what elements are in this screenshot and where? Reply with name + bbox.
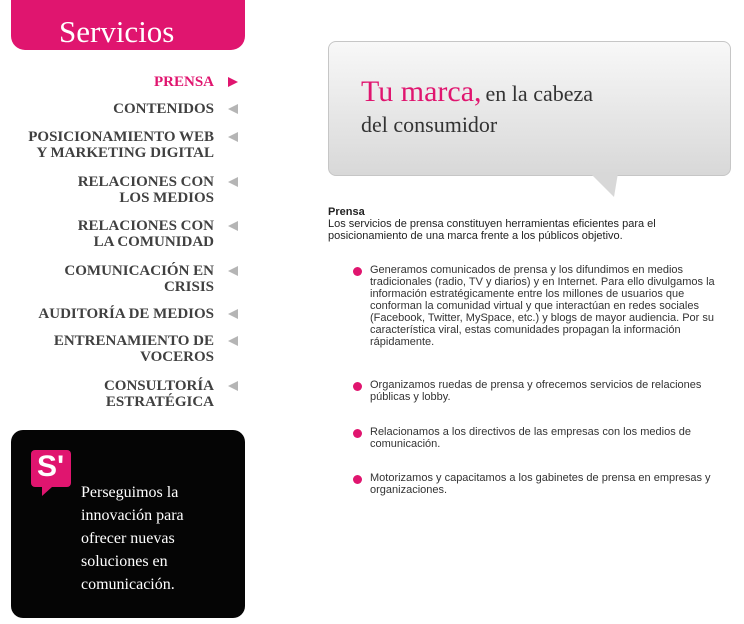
nav-item-relaciones-medios[interactable] — [0, 174, 246, 206]
list-item — [370, 379, 730, 403]
nav-item-label: CONTENIDOS — [113, 101, 214, 117]
nav-item-comunicacion-crisis[interactable] — [0, 263, 246, 295]
nav-item-label: RELACIONES CON LA COMUNIDAD — [77, 218, 214, 250]
section-title: Servicios — [59, 14, 175, 49]
list-item-text: Generamos comunicados de prensa y los difundimos en medios tradicionales (radio, TV y diarios) y en Internet. Para ello divulgamos la información estratégicamente entre los millones de usuarios que conforman la comunidad virtual y que interactúan en redes sociales (Facebook, Twitter, MySpace, etc.) y blogs de mayor audiencia. Por su característica viral, estas comunidades propagan la información rápidamente. — [370, 264, 715, 348]
brand-logo-text: S' — [37, 450, 65, 483]
arrow-left-icon — [228, 381, 238, 391]
arrow-left-icon — [228, 266, 238, 276]
content-title: Prensa — [328, 206, 365, 218]
nav-item-label: PRENSA — [153, 74, 214, 90]
nav-item-label: AUDITORÍA DE MEDIOS — [38, 306, 214, 322]
list-item-text: Motorizamos y capacitamos a los gabinetes de prensa en empresas y organizaciones. — [370, 472, 711, 496]
headline-line2: del consumidor — [361, 112, 498, 137]
arrow-left-icon — [228, 132, 238, 142]
headline — [361, 75, 594, 139]
bullet-dot-icon — [353, 267, 362, 276]
list-item-text: Organizamos ruedas de prensa y ofrecemos servicios de relaciones públicas y lobby. — [370, 379, 702, 403]
headline-bubble — [328, 41, 731, 176]
arrow-left-icon — [228, 221, 238, 231]
content-intro — [328, 206, 728, 242]
nav-item-relaciones-comunidad[interactable] — [0, 218, 246, 250]
bullet-dot-icon — [353, 429, 362, 438]
arrow-left-icon — [228, 104, 238, 114]
bullet-dot-icon — [353, 382, 362, 391]
nav-item-label: POSICIONAMIENTO WEB Y MARKETING DIGITAL — [28, 129, 214, 161]
nav-item-label: RELACIONES CON LOS MEDIOS — [77, 174, 214, 206]
nav-item-contenidos[interactable] — [0, 101, 246, 117]
promo-box — [11, 430, 245, 618]
nav-item-consultoria-estrategica[interactable] — [0, 378, 246, 410]
list-item — [370, 472, 730, 496]
promo-text: Perseguimos la innovación para ofrecer nuevas soluciones en comunicación. — [81, 484, 184, 593]
headline-highlight: Tu marca, — [361, 75, 482, 108]
arrow-left-icon — [228, 336, 238, 346]
brand-logo-icon — [31, 450, 71, 487]
section-header-tab — [11, 0, 245, 50]
content-intro-text: Los servicios de prensa constituyen herramientas eficientes para el posicionamiento de una marca frente a los públicos objetivo. — [328, 218, 656, 242]
nav-item-label: CONSULTORÍA ESTRATÉGICA — [103, 378, 214, 410]
nav-item-prensa[interactable] — [0, 74, 246, 90]
nav-item-label: COMUNICACIÓN EN CRISIS — [64, 263, 214, 295]
list-item — [370, 264, 730, 348]
nav-item-label: ENTRENAMIENTO DE VOCEROS — [53, 333, 214, 365]
arrow-left-icon — [228, 309, 238, 319]
list-item — [370, 426, 730, 450]
bubble-tail — [590, 173, 618, 197]
nav-item-entrenamiento-voceros[interactable] — [0, 333, 246, 365]
nav-item-auditoria-medios[interactable] — [0, 306, 246, 322]
list-item-text: Relacionamos a los directivos de las empresas con los medios de comunicación. — [370, 426, 691, 450]
bullet-dot-icon — [353, 475, 362, 484]
nav-item-posicionamiento-web[interactable] — [0, 129, 246, 161]
arrow-left-icon — [228, 177, 238, 187]
headline-rest: en la cabeza — [485, 81, 594, 106]
arrow-right-icon — [228, 77, 238, 87]
